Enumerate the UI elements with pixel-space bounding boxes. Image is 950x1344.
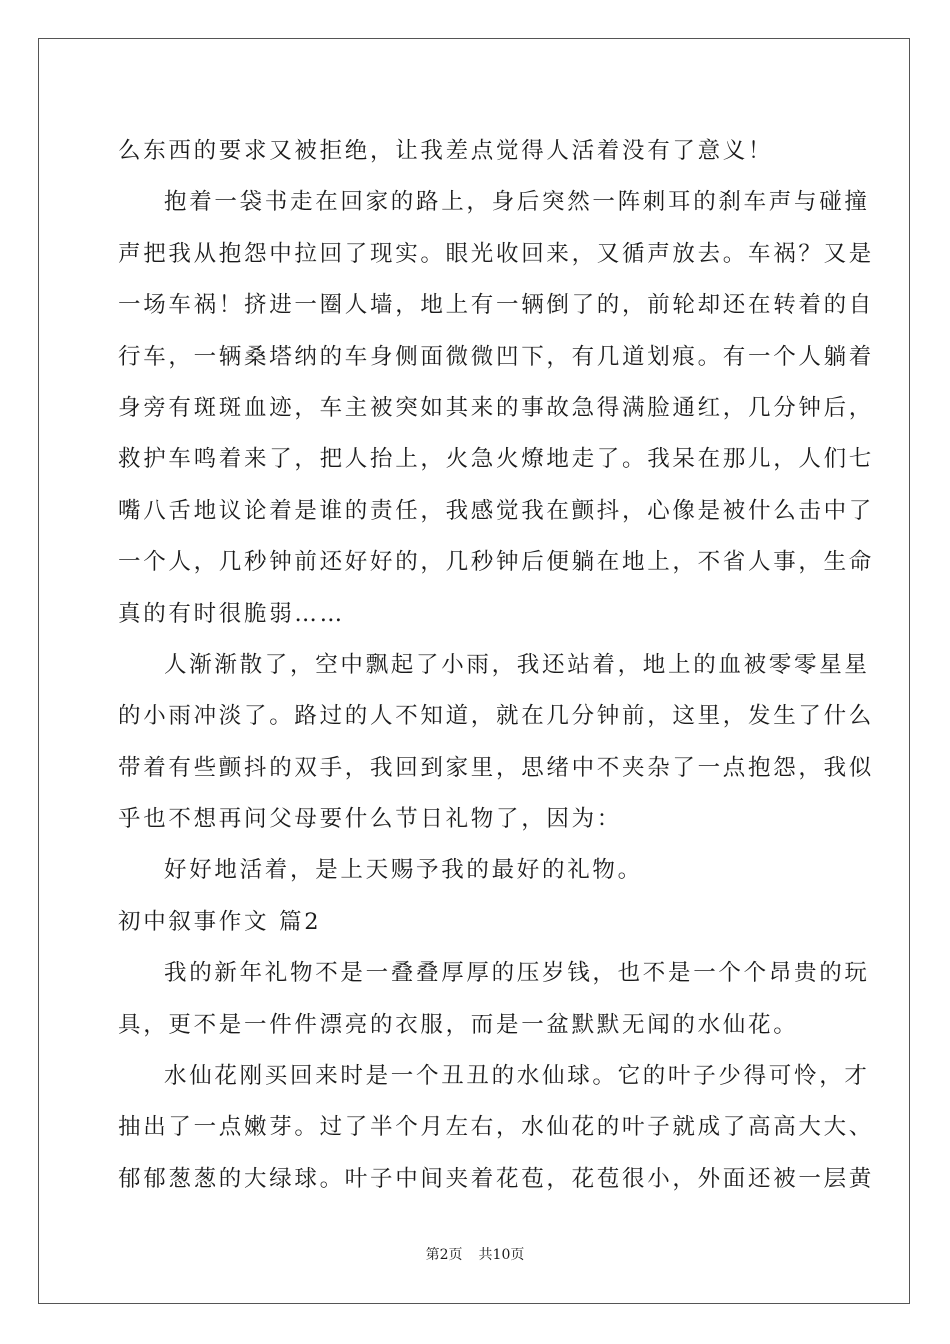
page-footer (0, 1244, 950, 1264)
text-line: 身旁有斑斑血迹，车主被突如其来的事故急得满脸通红，几分钟后， (118, 394, 875, 421)
total-pages: 共10页 (478, 1247, 525, 1263)
text-line: 的小雨冲淡了。路过的人不知道，就在几分钟前，这里，发生了什么 (118, 703, 875, 730)
current-page-number: 第2页 (425, 1247, 463, 1263)
text-line: 抽出了一点嫩芽。过了半个月左右，水仙花的叶子就成了高高大大、 (118, 1114, 875, 1141)
section-heading: 初中叙事作文 篇2 (118, 908, 322, 935)
text-line: 真的有时很脆弱…… (118, 600, 345, 627)
text-line: 郁郁葱葱的大绿球。叶子中间夹着花苞，花苞很小，外面还被一层黄 (118, 1165, 875, 1192)
text-line: 具，更不是一件件漂亮的衣服，而是一盆默默无闻的水仙花。 (118, 1011, 799, 1038)
paragraph-start-line: 我的新年礼物不是一叠叠厚厚的压岁钱，也不是一个个昂贵的玩 (164, 960, 870, 987)
text-line: 声把我从抱怨中拉回了现实。眼光收回来，又循声放去。车祸？又是 (118, 240, 875, 267)
paragraph-start-line: 抱着一袋书走在回家的路上，身后突然一阵刺耳的刹车声与碰撞 (164, 189, 870, 216)
text-line: 一场车祸！挤进一圈人墙，地上有一辆倒了的，前轮却还在转着的自 (118, 292, 875, 319)
paragraph-start-line: 人渐渐散了，空中飘起了小雨，我还站着，地上的血被零零星星 (164, 651, 870, 678)
text-line: 行车，一辆桑塔纳的车身侧面微微凹下，有几道划痕。有一个人躺着 (118, 343, 875, 370)
text-line: 么东西的要求又被拒绝，让我差点觉得人活着没有了意义！ (118, 138, 774, 164)
text-line: 乎也不想再问父母要什么节日礼物了，因为： (118, 806, 623, 833)
paragraph-start-line: 好好地活着，是上天赐予我的最好的礼物。 (164, 857, 643, 884)
text-line: 嘴八舌地议论着是谁的责任，我感觉我在颤抖，心像是被什么击中了 (118, 497, 875, 524)
document-body (118, 126, 875, 1205)
text-line: 一个人，几秒钟前还好好的，几秒钟后便躺在地上，不省人事，生命 (118, 549, 875, 576)
text-line: 救护车鸣着来了，把人抬上，火急火燎地走了。我呆在那儿，人们七 (118, 446, 875, 473)
text-line: 带着有些颤抖的双手，我回到家里，思绪中不夹杂了一点抱怨，我似 (118, 754, 875, 781)
paragraph-start-line: 水仙花刚买回来时是一个丑丑的水仙球。它的叶子少得可怜，才 (164, 1063, 870, 1090)
